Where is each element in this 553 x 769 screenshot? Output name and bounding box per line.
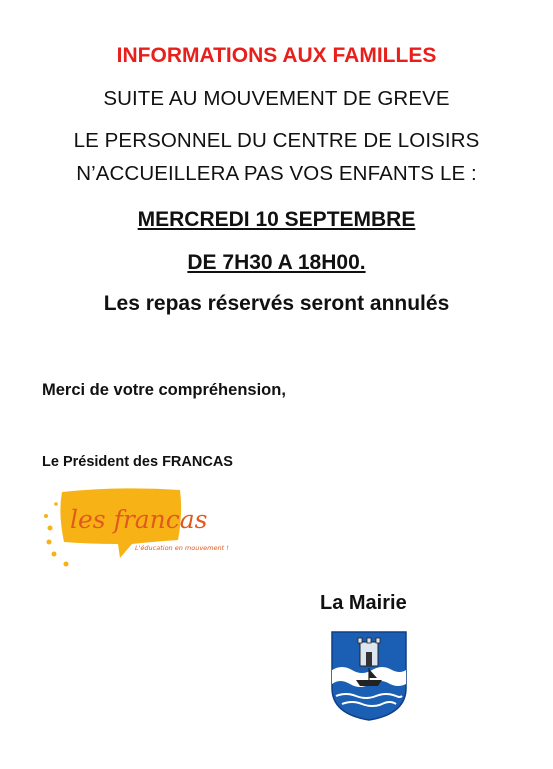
notice-date: MERCREDI 10 SEPTEMBRE: [137, 208, 416, 231]
francas-wordmark: les francas: [70, 505, 208, 534]
municipal-crest-icon: [330, 630, 408, 722]
notice-line-strike: SUITE AU MOUVEMENT DE GREVE: [103, 87, 450, 110]
notice-line-children: N’ACCUEILLERA PAS VOS ENFANTS LE :: [76, 162, 477, 185]
francas-tagline: L'éducation en mouvement !: [135, 544, 229, 552]
notice-meals: Les repas réservés seront annulés: [103, 292, 450, 315]
thanks-text: Merci de votre compréhension,: [42, 381, 286, 399]
notice-line-staff: LE PERSONNEL DU CENTRE DE LOISIRS: [73, 129, 480, 152]
president-signature: Le Président des FRANCAS: [42, 454, 233, 470]
notice-title: INFORMATIONS AUX FAMILLES: [116, 44, 437, 67]
les-francas-logo-icon: [40, 484, 229, 576]
notice-hours: DE 7H30 A 18H00.: [187, 251, 366, 274]
mairie-label: La Mairie: [320, 592, 407, 614]
